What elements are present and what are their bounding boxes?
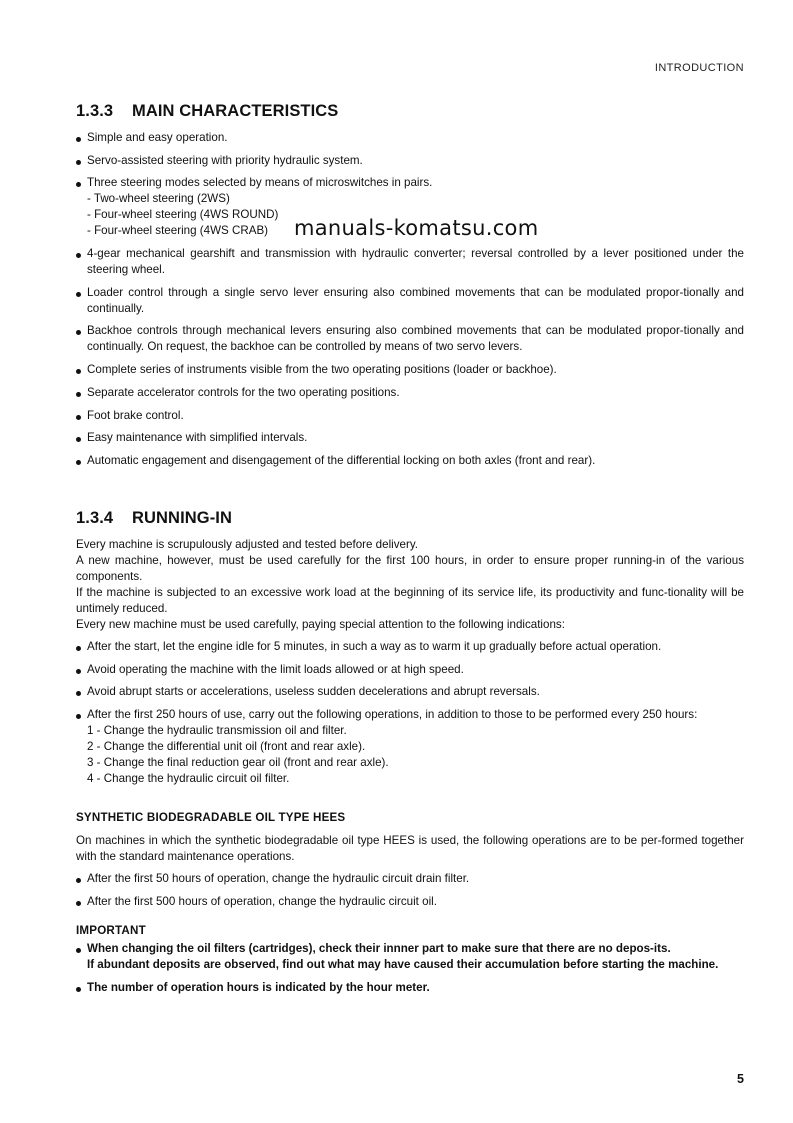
synthetic-oil-list (76, 871, 744, 916)
list-item: Foot brake control. (76, 408, 744, 424)
sub-item: 1 - Change the hydraulic transmission oil and filter. (87, 724, 347, 738)
section-heading-main-characteristics (76, 102, 338, 121)
paragraph-line: If the machine is subjected to an excessive work load at the beginning of its service life, its productivity and func-tionality will be untimely reduced. (76, 586, 744, 615)
list-item: After the first 50 hours of operation, change the hydraulic circuit drain filter. (76, 871, 744, 887)
sub-item: 3 - Change the final reduction gear oil (front and rear axle). (87, 756, 389, 770)
list-item: After the first 250 hours of use, carry out the following operations, in addition to those to be performed every 250 hours: 1 - Change the hydraulic transmission oil and filter. 2 - Change the differential unit oil (front and rear axle). 3 - Change the final reduction gear oil (front and rear axle). 4 - Change the hydraulic circuit oil filter. (76, 707, 744, 787)
list-item: After the first 500 hours of operation, change the hydraulic circuit oil. (76, 894, 744, 910)
list-item: Simple and easy operation. (76, 130, 744, 146)
important-heading: IMPORTANT (76, 924, 146, 937)
section-title: RUNNING-IN (132, 509, 232, 527)
section-number: 1.3.4 (76, 509, 114, 527)
sub-item: - Four-wheel steering (4WS ROUND) (87, 208, 279, 222)
list-item: Separate accelerator controls for the two operating positions. (76, 385, 744, 401)
list-item: Avoid operating the machine with the limit loads allowed or at high speed. (76, 662, 744, 678)
paragraph-line: Every new machine must be used carefully, paying special attention to the following indications: (76, 618, 565, 631)
list-item: 4-gear mechanical gearshift and transmission with hydraulic converter; reversal controlled by a lever positioned under the steering wheel. (76, 246, 744, 278)
main-characteristics-list (76, 130, 744, 476)
list-item: Easy maintenance with simplified intervals. (76, 430, 744, 446)
list-item: Three steering modes selected by means of microswitches in pairs. - Two-wheel steering (2WS) - Four-wheel steering (4WS ROUND) - Four-wheel steering (4WS CRAB) (76, 175, 744, 239)
manual-page (76, 0, 744, 1123)
running-head: INTRODUCTION (654, 62, 744, 74)
paragraph-line: A new machine, however, must be used carefully for the first 100 hours, in order to ensure proper running-in of the various components. (76, 554, 744, 583)
running-in-list (76, 639, 744, 794)
synthetic-oil-heading: SYNTHETIC BIODEGRADABLE OIL TYPE HEES (76, 811, 346, 824)
list-item: Loader control through a single servo lever ensuring also combined movements that can be modulated propor-tionally and continually. (76, 285, 744, 317)
section-number: 1.3.3 (76, 102, 114, 120)
sub-item: - Four-wheel steering (4WS CRAB) (87, 224, 269, 238)
list-item: Backhoe controls through mechanical levers ensuring also combined movements that can be modulated propor-tionally and continually. On request, the backhoe can be controlled by means of two servo levers. (76, 323, 744, 355)
list-item: After the start, let the engine idle for 5 minutes, in such a way as to warm it up gradually before actual operation. (76, 639, 744, 655)
section-title: MAIN CHARACTERISTICS (132, 102, 339, 120)
list-item: When changing the oil filters (cartridges), check their innner part to make sure that there are no depos-its. If abundant deposits are observed, find out what may have caused their accumulation before starting the machine. (76, 941, 744, 973)
list-item: Servo-assisted steering with priority hydraulic system. (76, 153, 744, 169)
synthetic-oil-intro: On machines in which the synthetic biodegradable oil type HEES is used, the following operations are to be per-formed together with the standard maintenance operations. (76, 834, 744, 863)
watermark-text: manuals-komatsu.com (294, 216, 539, 240)
important-list (76, 941, 744, 1002)
section-heading-running-in (76, 509, 232, 528)
sub-item: 2 - Change the differential unit oil (front and rear axle). (87, 740, 366, 754)
sub-item: If abundant deposits are observed, find out what may have caused their accumulation before starting the machine. (87, 958, 719, 971)
list-item: The number of operation hours is indicated by the hour meter. (76, 980, 744, 996)
list-item: Automatic engagement and disengagement of the differential locking on both axles (front and rear). (76, 453, 744, 469)
list-item: Avoid abrupt starts or accelerations, useless sudden decelerations and abrupt reversals. (76, 684, 744, 700)
page-number: 5 (737, 1072, 744, 1086)
paragraph-line: Every machine is scrupulously adjusted and tested before delivery. (76, 538, 418, 551)
running-in-intro (76, 537, 744, 633)
list-item: Complete series of instruments visible from the two operating positions (loader or backhoe). (76, 362, 744, 378)
sub-item: - Two-wheel steering (2WS) (87, 192, 230, 206)
sub-item: 4 - Change the hydraulic circuit oil filter. (87, 772, 290, 786)
